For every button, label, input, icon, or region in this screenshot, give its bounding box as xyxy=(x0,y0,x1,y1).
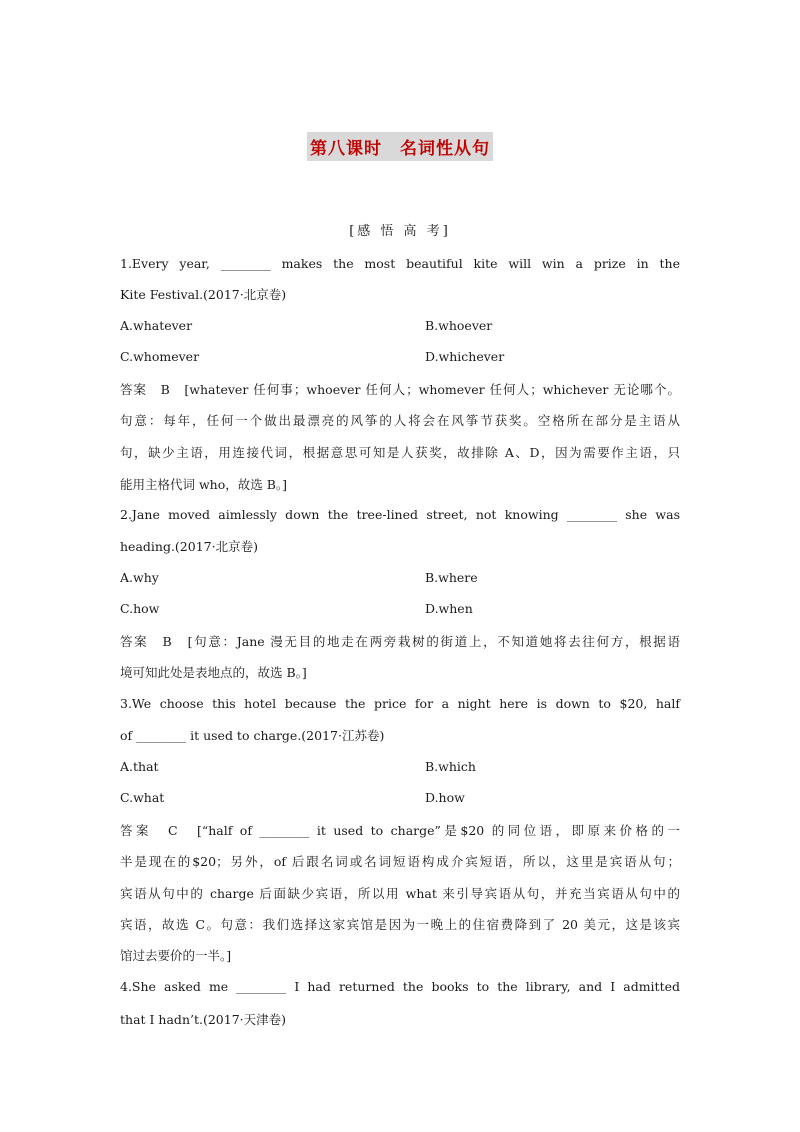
question-1-option-c: C.whomever xyxy=(120,349,200,364)
question-3-answer-line-5: 馆过去要价的一半。] xyxy=(120,948,232,963)
question-1-answer-line-1: 答案 B [whatever 任何事；whoever 任何人；whomever 任何人；whichever 无论哪个。 xyxy=(120,382,680,397)
question-3-stem-line-1: 3.We choose this hotel because the price for a night here is down to $20, half xyxy=(120,696,680,711)
question-1-answer-line-4: 能用主格代词 who，故选 B。] xyxy=(120,477,288,492)
question-4-stem-line-2: that I hadn’t.(2017·天津卷) xyxy=(120,1012,286,1027)
question-3-option-d: D.how xyxy=(425,790,465,805)
question-1-option-a: A.whatever xyxy=(120,318,193,333)
question-3-option-a: A.that xyxy=(120,759,159,774)
question-2-answer-line-1: 答案 B [句意：Jane 漫无目的地走在两旁栽树的街道上，不知道她将去往何方，根据语 xyxy=(120,634,680,649)
question-2-answer-line-2: 境可知此处是表地点的，故选 B。] xyxy=(120,665,307,680)
question-1-option-d: D.whichever xyxy=(425,349,505,364)
lesson-title: 第八课时 名词性从句 xyxy=(307,132,493,161)
question-1-option-b: B.whoever xyxy=(425,318,493,333)
question-1-answer-line-3: 句，缺少主语，用连接代词，根据意思可知是人获奖，故排除 A、D，因为需要作主语，只 xyxy=(120,445,680,460)
question-3-answer-line-2: 半是现在的$20；另外，of 后跟名词或名词短语构成介宾短语，所以，这里是宾语从句； xyxy=(120,854,680,869)
question-3-answer-line-4: 宾语，故选 C。句意：我们选择这家宾馆是因为一晚上的住宿费降到了 20 美元，这是该宾 xyxy=(120,917,680,932)
question-1-stem-line-2: Kite Festival.(2017·北京卷) xyxy=(120,287,287,302)
question-1-stem-line-1: 1.Every year, ________ makes the most beautiful kite will win a prize in the xyxy=(120,256,680,271)
title-container xyxy=(0,132,800,161)
question-2-option-a: A.why xyxy=(120,570,159,585)
question-3-answer-line-1: 答案 C [“half of ________ it used to charge”是$20 的同位语，即原来价格的一 xyxy=(120,823,680,838)
question-1-answer-line-2: 句意：每年，任何一个做出最漂亮的风筝的人将会在风筝节获奖。空格所在部分是主语从 xyxy=(120,413,680,428)
question-3-stem-line-2: of ________ it used to charge.(2017·江苏卷) xyxy=(120,728,385,743)
question-4-stem-line-1: 4.She asked me ________ I had returned the books to the library, and I admitted xyxy=(120,979,680,994)
question-3-option-b: B.which xyxy=(425,759,476,774)
question-2-option-b: B.where xyxy=(425,570,478,585)
question-3-answer-line-3: 宾语从句中的 charge 后面缺少宾语，所以用 what 来引导宾语从句，并充当宾语从句中的 xyxy=(120,886,680,901)
question-2-stem-line-1: 2.Jane moved aimlessly down the tree-lined street, not knowing ________ she was xyxy=(120,507,680,522)
section-heading: [感 悟 高 考] xyxy=(349,224,451,239)
question-2-stem-line-2: heading.(2017·北京卷) xyxy=(120,539,258,554)
question-3-option-c: C.what xyxy=(120,790,165,805)
question-2-option-c: C.how xyxy=(120,601,160,616)
question-2-option-d: D.when xyxy=(425,601,473,616)
